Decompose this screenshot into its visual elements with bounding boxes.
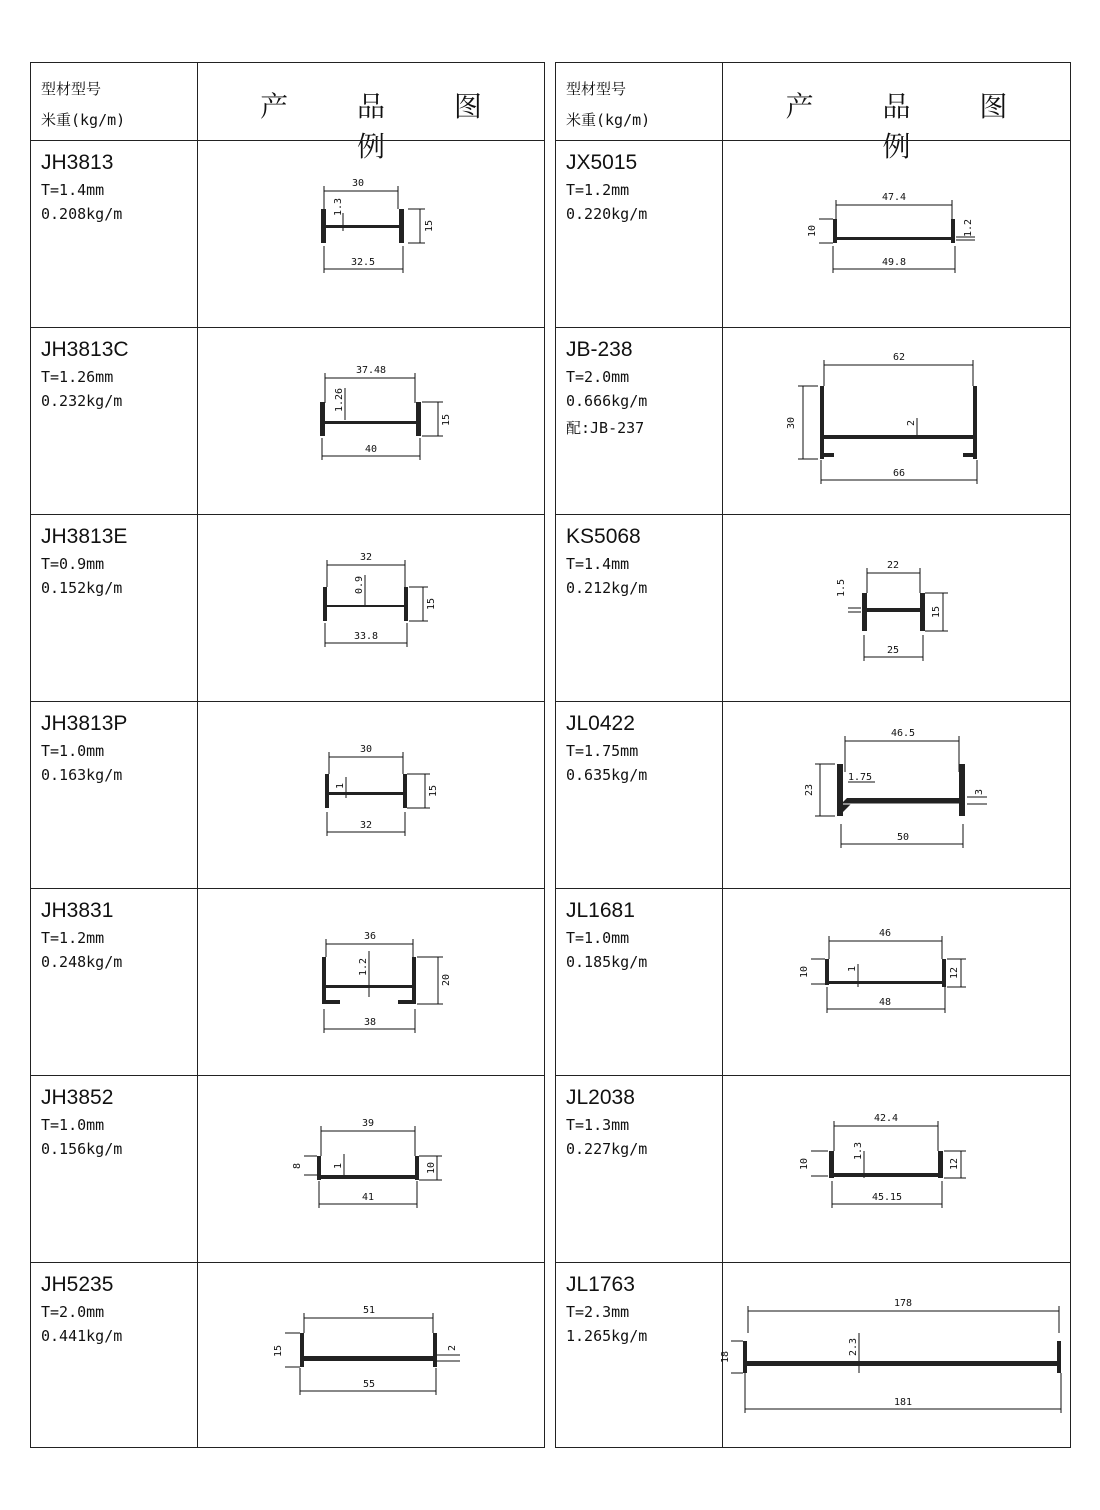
- profile-thickness: T=1.26mm: [41, 368, 114, 386]
- dim-thickness: 1: [335, 782, 346, 790]
- dim-left-height: 30: [786, 416, 797, 430]
- profile-drawing: [720, 1263, 1071, 1449]
- profile-code: JH3831: [41, 899, 114, 922]
- profile-weight: 0.152kg/m: [41, 579, 123, 597]
- dim-thickness: 1.26: [334, 387, 345, 413]
- table-row: [31, 140, 544, 327]
- dim-left-height: 18: [720, 1350, 731, 1364]
- profile-weight: 0.156kg/m: [41, 1140, 123, 1158]
- dim-thickness: 1.2: [358, 957, 369, 977]
- dim-top: 47.4: [881, 192, 907, 203]
- profile-drawing: [723, 515, 1071, 701]
- left-spec-table: [30, 62, 545, 1448]
- profile-code: JH3813P: [41, 712, 128, 735]
- dim-height: 15: [428, 784, 439, 798]
- dim-left-height: 10: [799, 965, 810, 979]
- profile-code: JH3813C: [41, 338, 129, 361]
- profile-thickness: T=1.4mm: [566, 555, 630, 573]
- profile-code: JH5235: [41, 1273, 114, 1296]
- dim-height: 15: [424, 219, 435, 233]
- dim-height: 10: [426, 1161, 437, 1175]
- dim-bottom: 41: [361, 1192, 375, 1203]
- dim-bottom: 181: [893, 1397, 913, 1408]
- table-row: [556, 701, 1070, 888]
- table-row: [556, 1075, 1070, 1262]
- profile-thickness: T=1.2mm: [41, 929, 105, 947]
- dim-thickness: 1: [847, 965, 858, 973]
- dim-left-height: 23: [804, 783, 815, 797]
- dim-left-height: 15: [273, 1344, 284, 1358]
- profile-drawing: [723, 889, 1071, 1075]
- profile-thickness: T=0.9mm: [41, 555, 105, 573]
- table-row: [31, 1075, 544, 1262]
- profile-weight: 0.212kg/m: [566, 579, 648, 597]
- profile-weight: 0.163kg/m: [41, 766, 123, 784]
- header-image-cell: [198, 63, 544, 163]
- table-row: [31, 888, 544, 1075]
- table-row: [31, 1262, 544, 1448]
- profile-weight: 0.635kg/m: [566, 766, 648, 784]
- profile-weight: 1.265kg/m: [566, 1327, 648, 1345]
- dim-top: 22: [886, 560, 900, 571]
- dim-bottom: 32: [359, 820, 373, 831]
- header-weight-label: 米重(kg/m): [566, 111, 651, 129]
- table-row: [556, 327, 1070, 514]
- right-spec-table: [555, 62, 1071, 1448]
- dim-thickness: 1.3: [333, 197, 344, 217]
- table-row: [556, 1262, 1070, 1448]
- dim-thickness: 1: [333, 1162, 344, 1170]
- header-weight-label: 米重(kg/m): [41, 111, 126, 129]
- dim-bottom: 32.5: [350, 257, 376, 268]
- dim-top: 178: [893, 1298, 913, 1309]
- profile-drawing: [198, 889, 545, 1075]
- dim-thickness: 2.3: [848, 1337, 859, 1357]
- dim-thickness: 1.75: [847, 772, 873, 783]
- dim-left-height: 10: [799, 1157, 810, 1171]
- table-row: [556, 888, 1070, 1075]
- profile-code: JH3813: [41, 151, 114, 174]
- dim-left-height: 10: [807, 224, 818, 238]
- dim-height: 20: [441, 973, 452, 987]
- profile-thickness: T=1.2mm: [566, 181, 630, 199]
- table-row: [556, 140, 1070, 327]
- dim-top: 46.5: [890, 728, 916, 739]
- profile-drawing: [198, 328, 545, 514]
- profile-weight: 0.441kg/m: [41, 1327, 123, 1345]
- profile-weight: 0.232kg/m: [41, 392, 123, 410]
- header-model-label: 型材型号: [566, 80, 627, 98]
- profile-code: JH3813E: [41, 525, 128, 548]
- profile-thickness: T=2.0mm: [41, 1303, 105, 1321]
- profile-drawing: [723, 702, 1071, 888]
- dim-bottom: 40: [364, 444, 378, 455]
- dim-bottom: 38: [363, 1017, 377, 1028]
- table-row: [31, 514, 544, 701]
- dim-bottom: 48: [878, 997, 892, 1008]
- dim-top: 42.4: [873, 1113, 899, 1124]
- profile-thickness: T=1.75mm: [566, 742, 639, 760]
- profile-thickness: T=1.4mm: [41, 181, 105, 199]
- dim-top: 37.48: [355, 365, 387, 376]
- dim-height: 12: [949, 1157, 960, 1171]
- dim-bottom: 66: [892, 468, 906, 479]
- table-row: [31, 701, 544, 888]
- dim-height: 3: [974, 788, 985, 796]
- dim-height: 1.2: [963, 218, 974, 238]
- profile-weight: 0.185kg/m: [566, 953, 648, 971]
- header-product-title: 产 品 图 例: [260, 90, 512, 163]
- profile-code: JH3852: [41, 1086, 114, 1109]
- profile-thickness: T=2.3mm: [566, 1303, 630, 1321]
- dim-bottom: 25: [886, 645, 900, 656]
- profile-drawing: [198, 515, 545, 701]
- profile-weight: 0.666kg/m: [566, 392, 648, 410]
- dim-thickness: 2: [906, 419, 917, 427]
- profile-weight: 0.220kg/m: [566, 205, 648, 223]
- dim-bottom: 55: [362, 1379, 376, 1390]
- dim-height: 15: [426, 597, 437, 611]
- dim-top: 32: [359, 552, 373, 563]
- dim-height: 15: [441, 413, 452, 427]
- dim-height: 12: [949, 966, 960, 980]
- dim-left-height: 8: [292, 1162, 303, 1170]
- dim-top: 36: [363, 931, 377, 942]
- profile-drawing: [198, 1076, 545, 1262]
- profile-thickness: T=1.0mm: [566, 929, 630, 947]
- dim-top: 51: [362, 1305, 376, 1316]
- profile-code: JL1763: [566, 1273, 635, 1296]
- profile-drawing: [723, 328, 1071, 514]
- table-row: [556, 514, 1070, 701]
- dim-top: 46: [878, 928, 892, 939]
- header-label-cell: [31, 63, 198, 140]
- dim-top: 30: [351, 178, 365, 189]
- dim-thickness: 0.9: [354, 575, 365, 595]
- dim-height: 2: [447, 1344, 458, 1352]
- dim-top: 30: [359, 744, 373, 755]
- header-image-cell: [723, 63, 1070, 163]
- profile-drawing: [198, 1263, 545, 1449]
- profile-weight: 0.248kg/m: [41, 953, 123, 971]
- dim-bottom: 33.8: [353, 631, 379, 642]
- profile-code: JB-238: [566, 338, 633, 361]
- profile-weight: 0.227kg/m: [566, 1140, 648, 1158]
- dim-top: 39: [361, 1118, 375, 1129]
- profile-thickness: T=1.0mm: [41, 1116, 105, 1134]
- profile-thickness: T=2.0mm: [566, 368, 630, 386]
- profile-drawing: [198, 702, 545, 888]
- profile-thickness: T=1.3mm: [566, 1116, 630, 1134]
- header-model-label: 型材型号: [41, 80, 102, 98]
- table-row: [31, 327, 544, 514]
- dim-bottom: 50: [896, 832, 910, 843]
- dim-bottom: 49.8: [881, 257, 907, 268]
- dim-top: 62: [892, 352, 906, 363]
- profile-code: JX5015: [566, 151, 638, 174]
- dim-height: 15: [931, 605, 942, 619]
- profile-weight: 0.208kg/m: [41, 205, 123, 223]
- dim-thickness: 1.3: [853, 1141, 864, 1161]
- profile-code: JL0422: [566, 712, 635, 735]
- dim-bottom: 45.15: [871, 1192, 903, 1203]
- profile-code: JL2038: [566, 1086, 635, 1109]
- profile-thickness: T=1.0mm: [41, 742, 105, 760]
- dim-left-height: 1.5: [836, 578, 847, 598]
- profile-code: JL1681: [566, 899, 635, 922]
- header-label-cell: [556, 63, 723, 140]
- profile-drawing: [198, 141, 545, 327]
- profile-drawing: [723, 141, 1071, 327]
- header-product-title: 产 品 图 例: [785, 90, 1038, 163]
- profile-code: KS5068: [566, 525, 641, 548]
- profile-pairing: 配:JB-237: [566, 419, 645, 437]
- profile-drawing: [723, 1076, 1071, 1262]
